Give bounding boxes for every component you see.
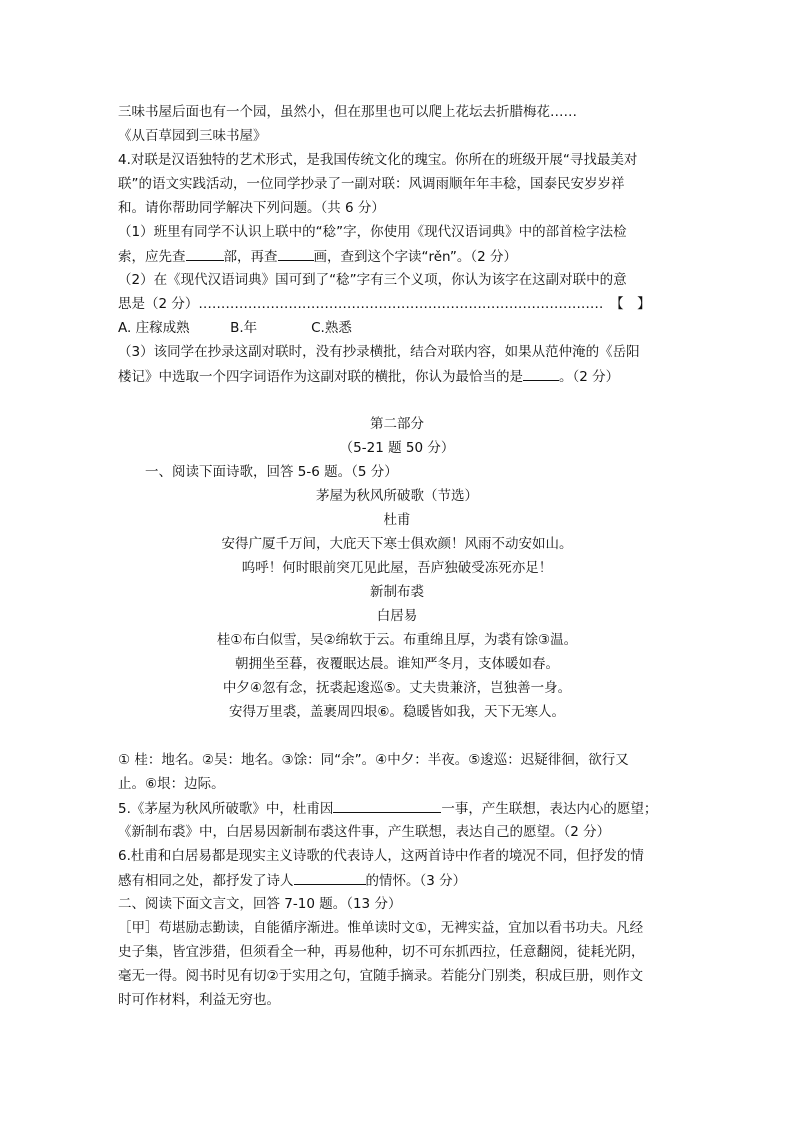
q4-stem-line2: 联”的语文实践活动，一位同学抄录了一副对联：风调雨顺年年丰稔，国泰民安岁岁祥 bbox=[118, 176, 625, 192]
intro-quote: 三味书屋后面也有一个园，虽然小，但在那里也可以爬上花坛去折腊梅花…… bbox=[118, 104, 577, 120]
q4-part2-line2: 思是（2 分）……………………………………………………………………………… 【 】 bbox=[118, 296, 651, 312]
part2-title: 第二部分 bbox=[370, 416, 424, 432]
classical-text-line3: 毫无一得。阅书时见有切②于实用之句，宜随手摘录。若能分门别类，积成巨册，则作文 bbox=[118, 968, 644, 984]
classical-text-line1: ［甲］苟堪励志勤读，自能循序渐进。惟单读时文①，无裨实益，宜加以看书功夫。凡经 bbox=[118, 920, 644, 936]
poem2-line: 安得万里裘，盖裹周四垠⑥。稳暖皆如我，天下无寒人。 bbox=[228, 704, 566, 720]
notes-line1: ① 桂：地名。②吴：地名。③馀：同“余”。④中夕：半夜。⑤逡巡：迟疑徘徊，欲行又 bbox=[118, 752, 629, 768]
q5-text-b: 一事，产生联想，表达内心的愿望； bbox=[441, 801, 658, 817]
q4-part1-text-a: 索，应先查 bbox=[118, 249, 186, 265]
q4-part2-line1: （2）在《现代汉语词典》国可到了“稔”字有三个义项，你认为该字在这副对联中的意 bbox=[118, 272, 627, 288]
q4-part1-line1: （1）班里有同学不认识上联中的“稔”字，你使用《现代汉语词典》中的部首检字法检 bbox=[118, 224, 627, 240]
q6-line1: 6.杜甫和白居易都是现实主义诗歌的代表诗人，这两首诗中作者的境况不同，但抒发的情 bbox=[118, 848, 644, 864]
q4-radical-blank[interactable] bbox=[186, 246, 224, 261]
poem2-title: 新制布裘 bbox=[370, 584, 424, 600]
poem2-line: 中夕④忽有念，抚裘起逡巡⑤。丈夫贵兼济，岂独善一身。 bbox=[222, 680, 572, 696]
section1-heading: 一、阅读下面诗歌，回答 5-6 题。（5 分） bbox=[145, 464, 398, 480]
q4-part3-line1: （3）该同学在抄录这副对联时，没有抄录横批，结合对联内容，如果从范仲淹的《岳阳 bbox=[118, 344, 640, 360]
q4-part2-options: A. 庄稼成熟 B.年 C.熟悉 bbox=[118, 320, 352, 336]
poem1-line: 呜呼！何时眼前突兀见此屋，吾庐独破受冻死亦足！ bbox=[241, 560, 553, 576]
q6-line2 bbox=[118, 870, 678, 894]
poem2-line: 桂①布白似雪，吴②绵软于云。布重绵且厚，为裘有馀③温。 bbox=[216, 632, 578, 648]
q4-stem-line3: 和。请你帮助同学解决下列问题。（共 6 分） bbox=[118, 200, 385, 216]
poem1-line: 安得广厦千万间，大庇天下寒士俱欢颜！风雨不动安如山。 bbox=[221, 536, 573, 552]
q4-part1-text-b: 部，再查 bbox=[223, 249, 278, 265]
q5-line1 bbox=[118, 798, 678, 822]
q4-stroke-count-blank[interactable] bbox=[278, 246, 314, 261]
poem1-author: 杜甫 bbox=[383, 512, 411, 528]
section2-heading: 二、阅读下面文言文，回答 7-10 题。（13 分） bbox=[118, 896, 402, 912]
intro-source: 《从百草园到三味书屋》 bbox=[118, 128, 267, 144]
q5-text-a: 5.《茅屋为秋风所破歌》中，杜甫因 bbox=[118, 801, 334, 817]
q6-text-b: 的情怀。（3 分） bbox=[365, 873, 467, 889]
q6-text-a: 感有相同之处，都抒发了诗人 bbox=[118, 873, 294, 889]
q4-part1-line2 bbox=[118, 246, 678, 270]
part2-subtitle: （5-21 题 50 分） bbox=[339, 440, 455, 456]
poem1-title: 茅屋为秋风所破歌（节选） bbox=[316, 488, 478, 504]
q4-banner-blank[interactable] bbox=[523, 366, 559, 381]
q5-answer-blank[interactable] bbox=[333, 798, 441, 813]
poem2-line: 朝拥坐至暮，夜覆眠达晨。谁知严冬月，支体暖如春。 bbox=[235, 656, 559, 672]
classical-text-line4: 时可作材料，利益无穷也。 bbox=[118, 992, 280, 1008]
q5-line2: 《新制布裘》中，白居易因新制布裘这件事，产生联想，表达自己的愿望。（2 分） bbox=[118, 824, 611, 840]
q4-part3-text-b: 。（2 分） bbox=[559, 369, 620, 385]
q6-answer-blank[interactable] bbox=[294, 870, 366, 885]
q4-part3-line2 bbox=[118, 366, 678, 390]
q4-part3-text-a: 楼记》中选取一个四字词语作为这副对联的横批，你认为最恰当的是 bbox=[118, 369, 523, 385]
q4-stem-line1: 4.对联是汉语独特的艺术形式，是我国传统文化的瑰宝。你所在的班级开展“寻找最美对 bbox=[118, 152, 638, 168]
poem2-author: 白居易 bbox=[376, 608, 418, 624]
notes-line2: 止。⑥垠：边际。 bbox=[118, 776, 225, 792]
classical-text-line2: 史子集，皆宜涉猎，但须看全一种，再易他种，切不可东抓西拉，任意翻阅，徒耗光阴， bbox=[118, 944, 645, 960]
q4-part1-text-c: 画，查到这个字读“rěn”。（2 分） bbox=[313, 249, 517, 265]
